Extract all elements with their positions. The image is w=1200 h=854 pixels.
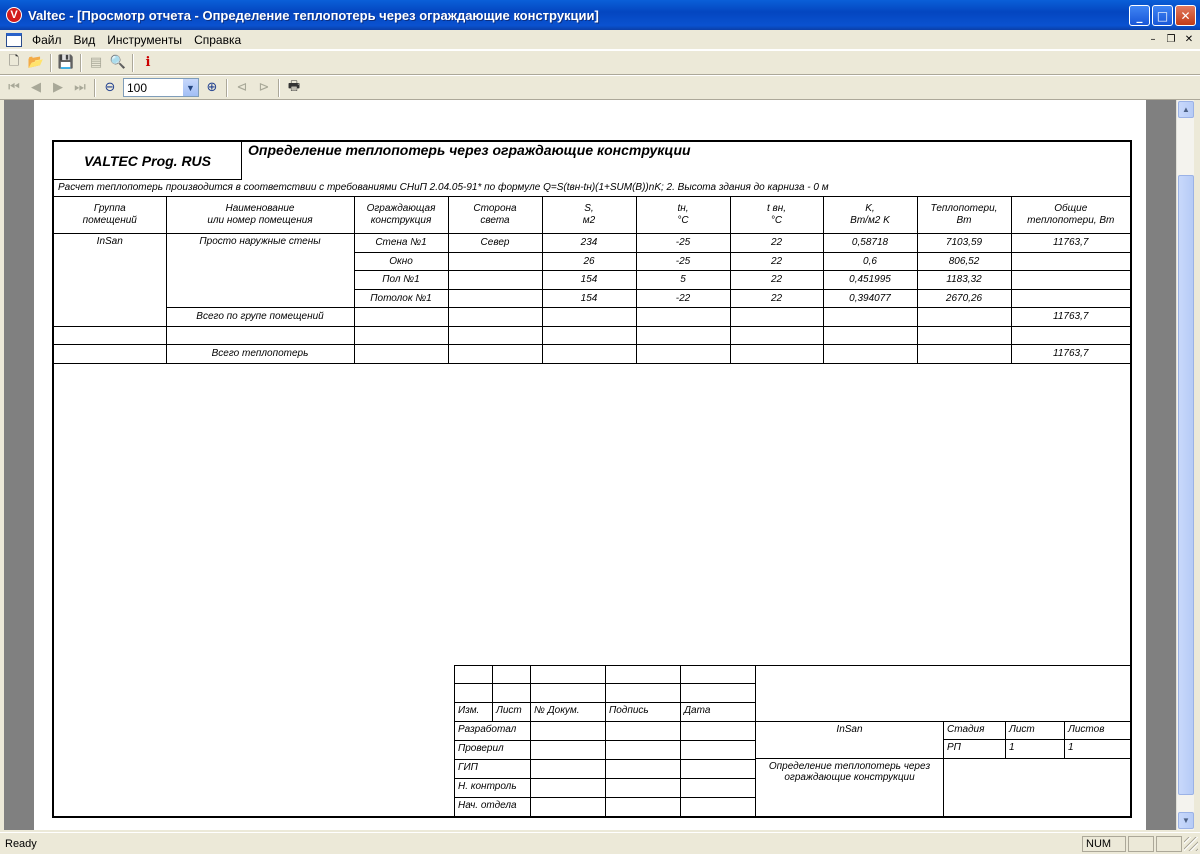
report-title: Определение теплопотерь через ограждающие конструкции <box>248 142 691 158</box>
report-preview-area[interactable] <box>4 100 1176 830</box>
toolbar-separator <box>226 79 228 97</box>
menu-tools[interactable]: Инструменты <box>107 32 183 47</box>
area-cell: 234 <box>542 234 636 253</box>
open-folder-icon: 📂 <box>27 55 45 70</box>
k-cell: 0,451995 <box>823 271 917 290</box>
main-toolbar <box>0 50 1200 75</box>
child-restore-button[interactable]: ❐ <box>1166 34 1176 45</box>
scroll-down-button[interactable] <box>1178 812 1194 829</box>
report-page <box>34 100 1146 830</box>
vertical-scrollbar[interactable] <box>1176 100 1194 830</box>
construction-cell: Потолок №1 <box>354 289 448 308</box>
num-lock-indicator: NUM <box>1082 836 1126 852</box>
stamp-role: Нач. отдела <box>455 798 531 817</box>
last-page-button[interactable] <box>69 77 91 99</box>
group-total-row <box>54 308 1130 327</box>
print-preview-button[interactable] <box>107 52 129 74</box>
total-cell: 11763,7 <box>1011 234 1130 253</box>
status-bar <box>0 832 1200 854</box>
forward-icon: ⊳ <box>258 80 270 95</box>
print-preview-icon: 🔍 <box>109 55 127 70</box>
heat-loss-table <box>54 196 1130 364</box>
toolbar-separator <box>278 79 280 97</box>
group-total-label: Всего по групе помещений <box>166 308 354 327</box>
save-icon: 💾 <box>57 55 75 70</box>
preview-toolbar <box>0 75 1200 100</box>
k-cell: 0,58718 <box>823 234 917 253</box>
properties-icon: ▤ <box>89 55 103 70</box>
header-construction: Ограждающая конструкция <box>354 197 448 234</box>
tvn-cell: 22 <box>730 252 823 271</box>
stamp-col-izm: Изм. <box>455 703 493 722</box>
minimize-icon: _ <box>1136 8 1143 23</box>
stamp-col-list: Лист <box>493 703 531 722</box>
total-cell <box>1011 252 1130 271</box>
close-icon: ✕ <box>1180 8 1191 23</box>
new-file-icon: 🗋 <box>8 53 20 69</box>
spacer-row <box>54 326 1130 345</box>
area-cell: 26 <box>542 252 636 271</box>
resize-grip-icon[interactable] <box>1184 837 1198 851</box>
table-row <box>54 234 1130 253</box>
stamp-col-sign: Подпись <box>606 703 681 722</box>
table-header-row <box>54 197 1130 234</box>
tn-cell: 5 <box>636 271 730 290</box>
back-icon: ⊲ <box>236 80 248 95</box>
forward-button[interactable] <box>253 77 275 99</box>
total-cell <box>1011 289 1130 308</box>
child-close-button[interactable]: ✕ <box>1184 34 1194 45</box>
properties-button[interactable] <box>85 52 107 74</box>
loss-cell: 2670,26 <box>917 289 1011 308</box>
toolbar-separator <box>94 79 96 97</box>
header-tvn: t вн, °C <box>730 197 823 234</box>
menu-file[interactable]: Файл <box>32 32 62 47</box>
status-panel <box>1128 836 1154 852</box>
stamp-role: ГИП <box>455 760 531 779</box>
status-panel <box>1156 836 1182 852</box>
toolbar-separator <box>50 54 52 72</box>
side-cell <box>448 252 542 271</box>
tn-cell: -22 <box>636 289 730 308</box>
stamp-doc-title: Определение теплопотерь через ограждающие конструкции <box>756 759 944 817</box>
print-button[interactable] <box>283 77 305 99</box>
scroll-up-button[interactable] <box>1178 101 1194 118</box>
stamp-stage-value: РП <box>944 740 1006 759</box>
area-cell: 154 <box>542 289 636 308</box>
construction-cell: Окно <box>354 252 448 271</box>
first-page-button[interactable] <box>3 77 25 99</box>
stamp-project: InSan <box>756 722 944 759</box>
stamp-role: Разработал <box>455 722 531 741</box>
zoom-out-icon: ⊖ <box>104 80 116 95</box>
menu-help[interactable]: Справка <box>194 32 242 47</box>
report-frame <box>52 140 1132 818</box>
construction-cell: Пол №1 <box>354 271 448 290</box>
total-cell <box>1011 271 1130 290</box>
chevron-down-icon: ▼ <box>1182 816 1190 825</box>
info-button[interactable] <box>137 52 159 74</box>
child-minimize-button[interactable]: – <box>1150 34 1156 45</box>
close-button[interactable] <box>1175 5 1196 26</box>
drawing-title-block <box>454 665 1130 816</box>
stamp-role: Н. контроль <box>455 779 531 798</box>
grand-total-value: 11763,7 <box>1011 345 1130 364</box>
group-cell: InSan <box>54 234 166 327</box>
open-file-button[interactable] <box>25 52 47 74</box>
chevron-down-icon[interactable]: ▼ <box>183 79 198 96</box>
header-room: Наименование или номер помещения <box>166 197 354 234</box>
next-page-button[interactable] <box>47 77 69 99</box>
report-brand: VALTEC Prog. RUS <box>54 142 242 180</box>
stamp-col-date: Дата <box>681 703 756 722</box>
scrollbar-thumb[interactable] <box>1178 175 1194 795</box>
first-page-icon: ⏮ <box>8 80 20 95</box>
menu-view[interactable]: Вид <box>73 32 96 47</box>
toolbar-separator <box>132 54 134 72</box>
side-cell <box>448 271 542 290</box>
room-cell: Просто наружные стены <box>166 234 354 308</box>
area-cell: 154 <box>542 271 636 290</box>
prev-page-button[interactable] <box>25 77 47 99</box>
toolbar-separator <box>80 54 82 72</box>
minimize-button[interactable] <box>1129 5 1150 26</box>
report-calculation-note: Расчет теплопотерь производится в соответствии с требованиями СНиП 2.04.05-91* по формуле Q=S(tвн-tн)(1+SUM(B))nK; 2. Высота здания до карниза - 0 м <box>58 182 829 193</box>
loss-cell: 7103,59 <box>917 234 1011 253</box>
stamp-sheets-value: 1 <box>1065 740 1131 759</box>
side-cell: Север <box>448 234 542 253</box>
group-total-value: 11763,7 <box>1011 308 1130 327</box>
stamp-role: Проверил <box>455 741 531 760</box>
tn-cell: -25 <box>636 234 730 253</box>
back-button[interactable] <box>231 77 253 99</box>
window-title: Valtec - [Просмотр отчета - Определение теплопотерь через ограждающие конструкции] <box>28 7 599 23</box>
printer-icon: 🖶 <box>287 78 301 94</box>
zoom-in-button[interactable] <box>201 77 223 99</box>
k-cell: 0,394077 <box>823 289 917 308</box>
k-cell: 0,6 <box>823 252 917 271</box>
header-tn: tн, °C <box>636 197 730 234</box>
stamp-sheet-value: 1 <box>1006 740 1065 759</box>
maximize-icon: □ <box>1156 8 1169 23</box>
next-page-icon: ▶ <box>53 80 63 95</box>
stamp-sheet-label: Лист <box>1006 722 1065 740</box>
zoom-value: 100 <box>127 80 148 95</box>
header-loss: Теплопотери, Вт <box>917 197 1011 234</box>
info-icon: i <box>145 55 151 70</box>
header-total: Общие теплопотери, Вт <box>1011 197 1130 234</box>
header-area: S, м2 <box>542 197 636 234</box>
maximize-button[interactable] <box>1152 5 1173 26</box>
prev-page-icon: ◀ <box>31 80 41 95</box>
window-titlebar[interactable] <box>0 0 1200 30</box>
chevron-up-icon: ▲ <box>1182 105 1190 114</box>
tvn-cell: 22 <box>730 271 823 290</box>
construction-cell: Стена №1 <box>354 234 448 253</box>
menu-bar <box>0 30 1200 50</box>
tvn-cell: 22 <box>730 289 823 308</box>
zoom-in-icon: ⊕ <box>206 80 218 95</box>
new-file-button[interactable] <box>3 52 25 74</box>
header-k: K, Вт/м2 K <box>823 197 917 234</box>
zoom-select[interactable] <box>123 78 199 97</box>
header-side: Сторона света <box>448 197 542 234</box>
status-text: Ready <box>5 837 37 850</box>
stamp-sheets-label: Листов <box>1065 722 1131 740</box>
valtec-app-icon[interactable]: V <box>6 7 22 23</box>
loss-cell: 1183,32 <box>917 271 1011 290</box>
document-window-icon[interactable] <box>6 33 22 47</box>
last-page-icon: ⏭ <box>74 80 86 95</box>
grand-total-row <box>54 345 1130 364</box>
header-group: Группа помещений <box>54 197 166 234</box>
grand-total-label: Всего теплопотерь <box>166 345 354 364</box>
stamp-col-doc: № Докум. <box>531 703 606 722</box>
side-cell <box>448 289 542 308</box>
loss-cell: 806,52 <box>917 252 1011 271</box>
tvn-cell: 22 <box>730 234 823 253</box>
save-button[interactable] <box>55 52 77 74</box>
zoom-out-button[interactable] <box>99 77 121 99</box>
stamp-stage-label: Стадия <box>944 722 1006 740</box>
tn-cell: -25 <box>636 252 730 271</box>
